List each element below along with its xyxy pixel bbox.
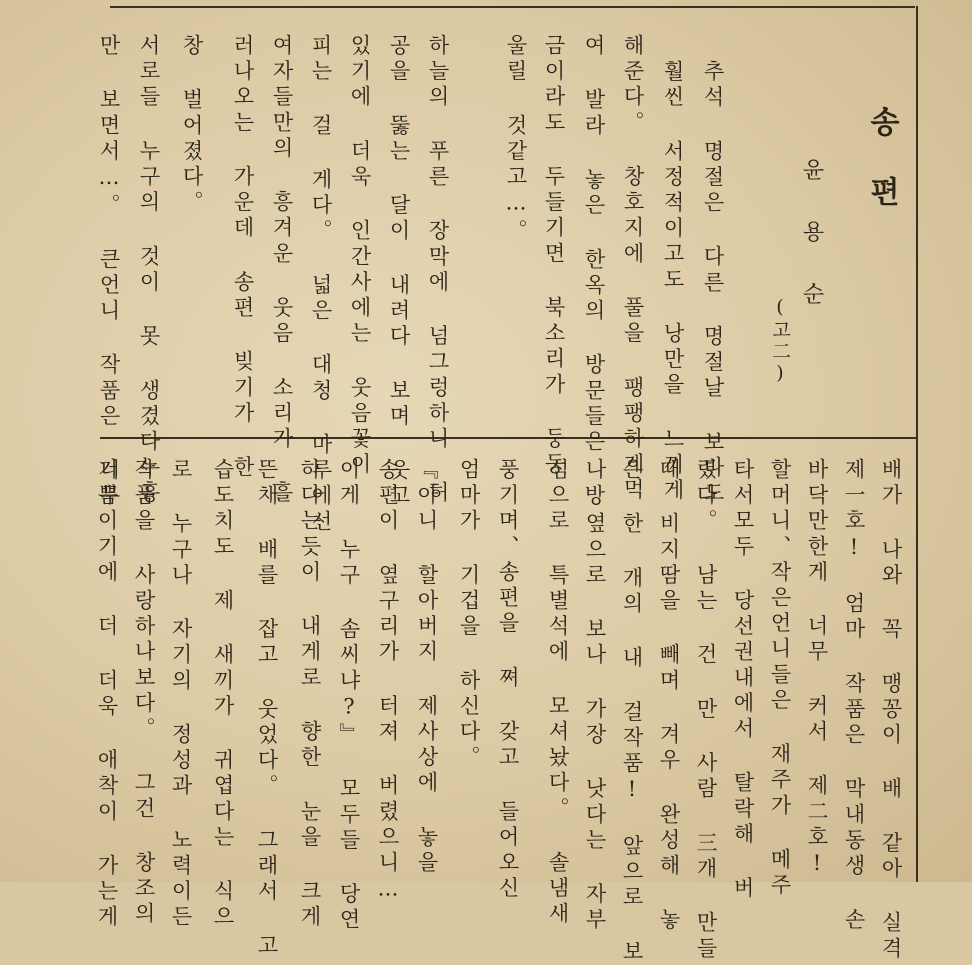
lower-column: 로 누구나 자기의 정성과 노력이든: [169, 458, 193, 931]
lower-column: 제一호! 엄마 작품은 막내동생 손: [842, 458, 866, 934]
upper-column: 있기에 더욱 인간사에는 웃음꽃이: [348, 34, 372, 479]
upper-column: 하늘의 푸른 장막에 넘그렁하니 허: [426, 34, 450, 507]
lower-column: 작품을 사랑하나보다。 그건 창조의: [132, 458, 156, 928]
lower-column: 습도치도 제 새끼가 귀엽다는 식으: [211, 458, 235, 931]
upper-column: 울릴 것같고…。: [504, 34, 528, 245]
lower-column: 바닥만한게 너무 커서 제二호!: [805, 458, 829, 880]
lower-column: 하다는듯이 내게로 향한 눈을 크게: [298, 458, 322, 931]
upper-column: 여자들만의 흥겨운 웃음 소리가 흘: [270, 34, 294, 507]
lower-column: 때 비지땀을 빼며 겨우 완성해 놓: [657, 458, 681, 934]
upper-column: 추석 명절은 다른 명절날 보다도: [701, 60, 725, 508]
upper-column: 창 벌어졌다。: [180, 34, 204, 217]
author-grade: (고二): [769, 296, 791, 386]
lower-column: 배가 나와 꼭 맹꽁이 배 같아 실격: [879, 458, 903, 963]
upper-column: 피는 걸 게다。 넓은 대청 마루에선: [309, 34, 333, 536]
lower-column: 엄마가 기겁을 하신다。: [457, 458, 481, 772]
lower-column: 렸다。 남는 건 만 사람 三개 만들: [694, 458, 718, 963]
lower-column: 뜬채 배를 잡고 웃었다。 그래서 고: [255, 458, 279, 960]
upper-column: 만 보면서…。 큰언니 작품은 너무: [97, 34, 121, 510]
upper-column: 해준다。 창호지에 풀을 팽팽하게먹: [621, 34, 645, 504]
upper-column: 금이라도 두들기면 북소리가 둥둥: [542, 34, 566, 479]
upper-column: 러나오는 가운데 송편 빚기가 한: [231, 34, 255, 482]
upper-column: 여 발라 놓은 한옥의 방문들은 방: [582, 34, 606, 510]
lower-column: 『아니 할아버지 제사상에 놓을: [415, 458, 439, 877]
top-rule: [110, 6, 915, 8]
lower-column: 송편이 옆구리가 터져 버렸으니…: [376, 458, 400, 906]
lower-column: 은 한 개의 내 걸작품! 앞으로 보: [620, 458, 644, 965]
lower-column: 기쁨이기에 더 더욱 애착이 가는게: [95, 458, 119, 931]
upper-column: 훨씬 서정적이고도 낭만을 느끼게: [661, 60, 685, 505]
lower-column: 풍기며、송편을 쪄 갖고 들어오신: [496, 458, 520, 903]
upper-column: 서로들 누구의 것이 못 생겼다누흉: [137, 34, 161, 507]
middle-rule: [100, 437, 918, 439]
lower-column: 타서모두 당선권내에서 탈락해 버: [731, 458, 755, 903]
lower-column: 이게 누구 솜씨냐?』 모두들 당연: [337, 458, 361, 934]
lower-column: 심으로 특별석에 모셔놨다。 솔냄새: [546, 458, 570, 928]
lower-column: 나 옆으로 보나 가장 낫다는 자부: [583, 458, 607, 934]
lower-column: 할머니、작은언니들은 재주가 메주: [768, 458, 792, 900]
upper-column: 공을 뚫는 달이 내려다 보며 웃고: [387, 34, 411, 510]
article-title: 송편: [864, 106, 899, 246]
author-name: 윤용순: [799, 158, 824, 344]
right-rule: [916, 6, 918, 882]
